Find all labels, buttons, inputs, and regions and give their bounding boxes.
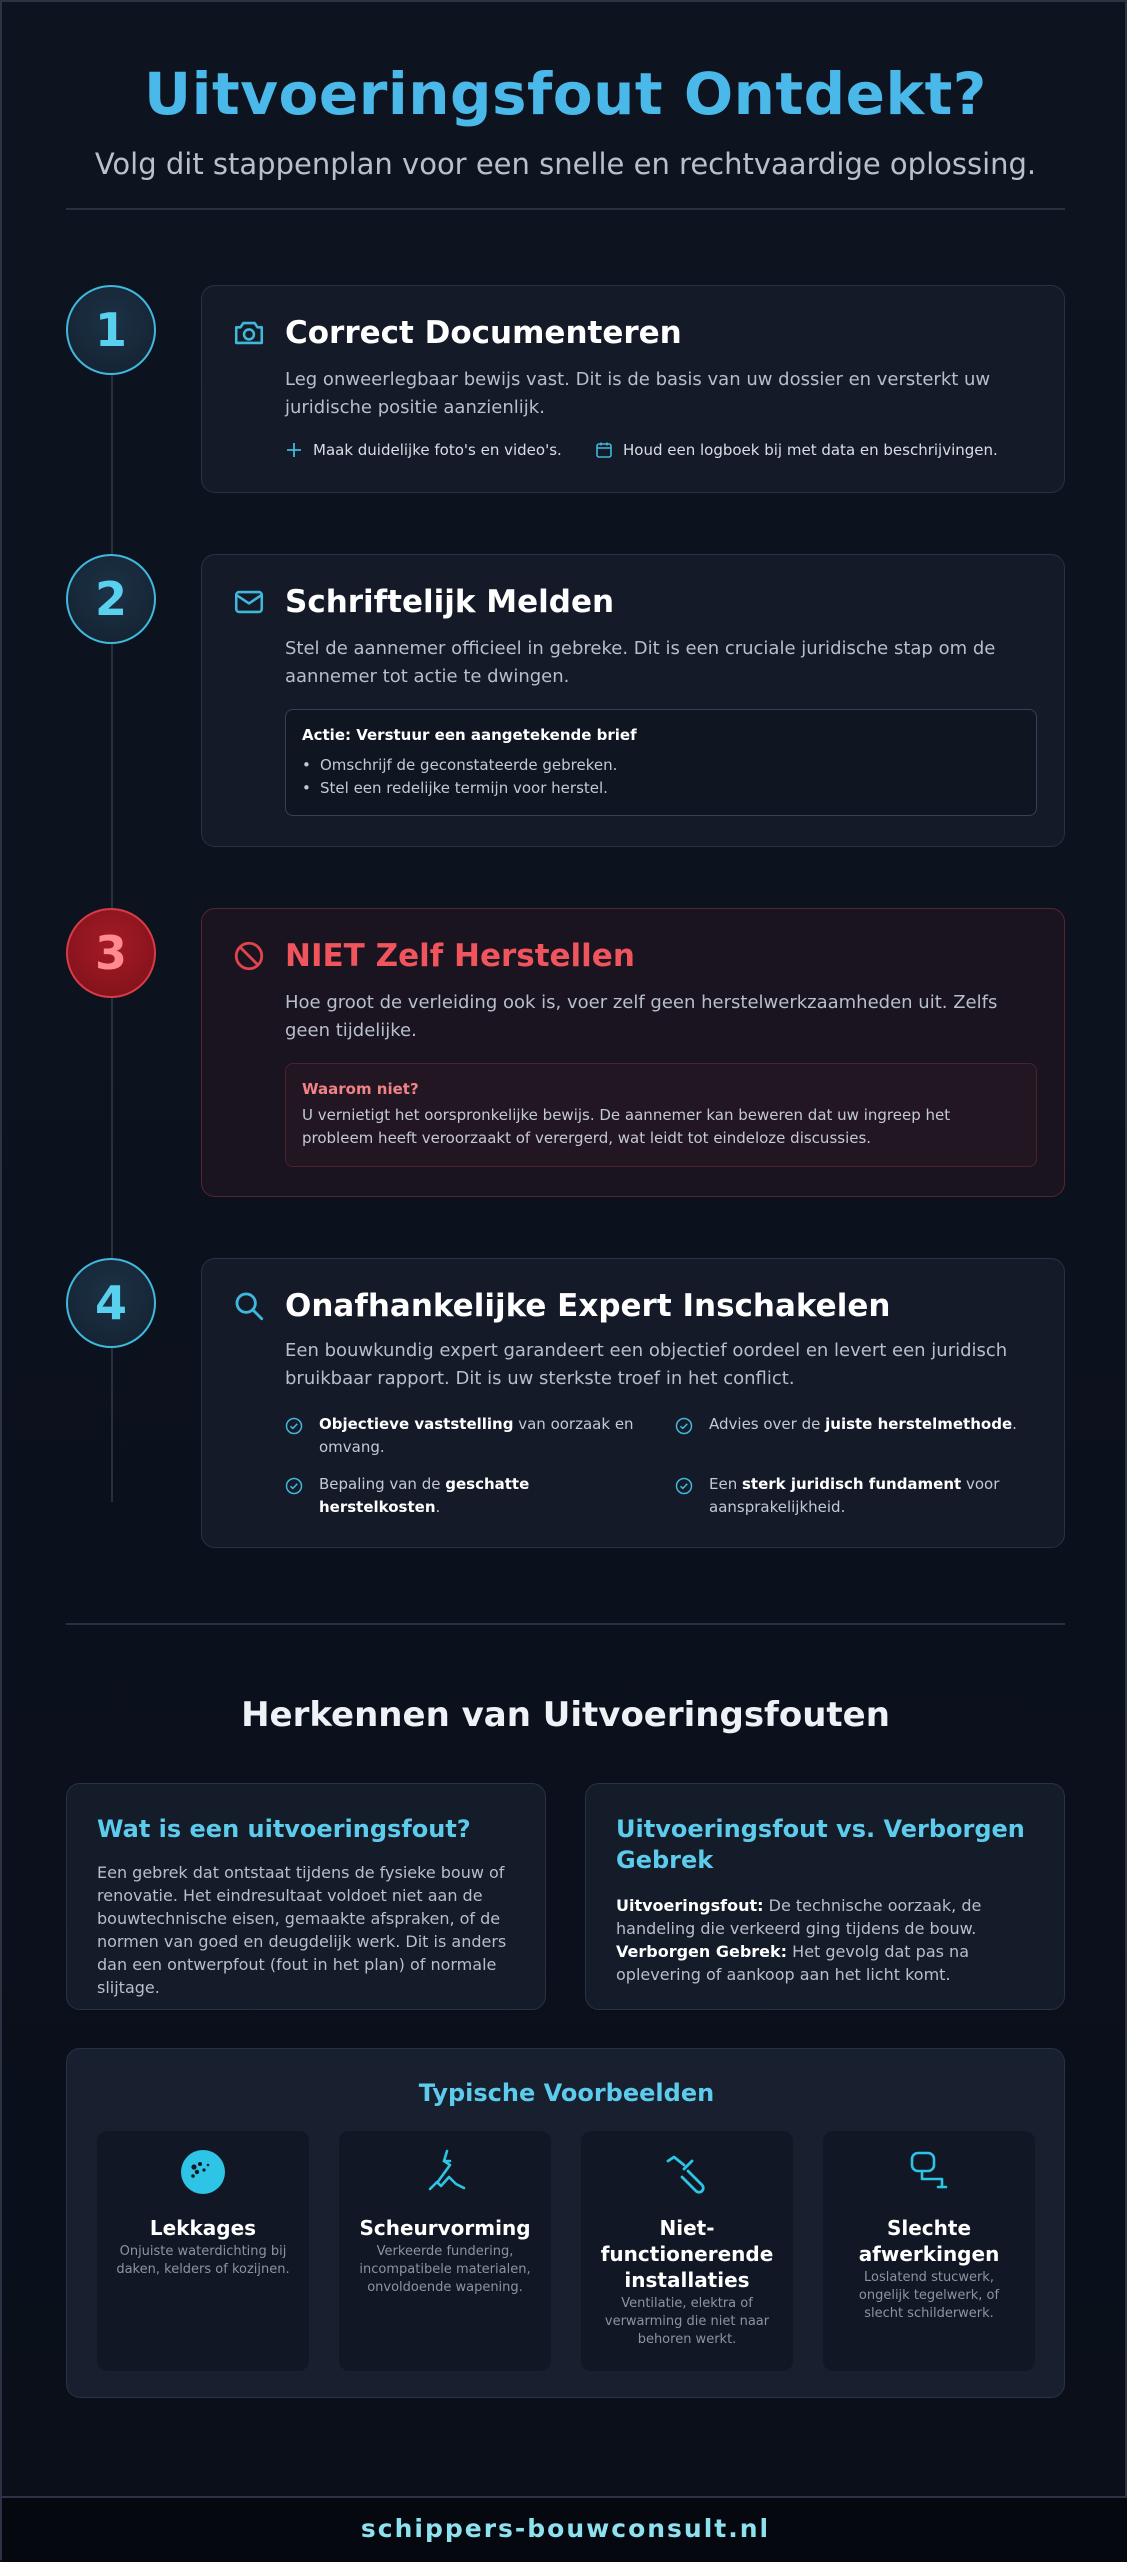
section-title: Herkennen van Uitvoeringsfouten xyxy=(241,1695,890,1735)
check-post: van oorzaak en omvang. xyxy=(319,1415,634,1456)
example-name: Niet-functionerende installaties xyxy=(600,2216,774,2292)
check-post: voor aansprakelijkheid. xyxy=(709,1475,1000,1516)
comparison-text-2: Het gevolg dat pas na oplevering of aankoop aan het licht komt. xyxy=(616,1942,969,1984)
step-title-2: Schriftelijk Melden xyxy=(285,584,615,620)
check-bold: geschatte herstelkosten xyxy=(319,1475,530,1516)
comparison-line-1 xyxy=(616,1894,1034,1940)
action-item: • Stel een redelijke termijn voor herstel. xyxy=(302,777,1020,800)
comparison-text-1: De technische oorzaak, de handeling die verkeerd ging tijdens de bouw. xyxy=(616,1896,982,1938)
example-name: Lekkages xyxy=(149,2216,257,2240)
check-circle-icon xyxy=(285,1417,303,1435)
step-title-1: Correct Documenteren xyxy=(285,315,682,351)
warning-title: Waarom niet? xyxy=(302,1080,419,1098)
info-definition-title: Wat is een uitvoeringsfout? xyxy=(97,1815,471,1843)
plus-icon xyxy=(285,441,303,459)
water-drop-icon xyxy=(178,2147,228,2197)
example-name: Slechte afwerkingen xyxy=(858,2216,1000,2266)
footer-website-link[interactable]: schippers-bouwconsult.nl xyxy=(2,2496,1127,2562)
examples-title: Typische Voorbeelden xyxy=(418,2079,715,2107)
warning-box xyxy=(285,1063,1037,1167)
camera-icon xyxy=(232,316,266,350)
page-title: Uitvoeringsfout Ontdekt? xyxy=(144,60,987,128)
action-title: Actie: Verstuur een aangetekende brief xyxy=(302,726,637,744)
check-circle-icon xyxy=(285,1477,303,1495)
example-name: Scheurvorming xyxy=(359,2216,531,2240)
check-circle-icon xyxy=(675,1477,693,1495)
example-card-leaks xyxy=(97,2131,309,2371)
mail-icon xyxy=(232,585,266,619)
step-number-1: 1 xyxy=(66,285,156,375)
example-card-finishing xyxy=(823,2131,1035,2371)
page-subtitle: Volg dit stappenplan voor een snelle en rechtvaardige oplossing. xyxy=(94,147,1037,181)
comparison-line-2 xyxy=(616,1940,1034,1986)
example-desc: Verkeerde fundering, incompatibele materialen, onvoldoende wapening. xyxy=(359,2244,531,2295)
note-photos xyxy=(285,441,562,459)
info-comparison-title: Uitvoeringsfout vs. Verborgen Gebrek xyxy=(616,1815,1025,1874)
action-item: • Omschrijf de geconstateerde gebreken. xyxy=(302,754,1020,777)
example-card-installations xyxy=(581,2131,793,2371)
step-number-4: 4 xyxy=(66,1258,156,1348)
check-bold: sterk juridisch fundament xyxy=(741,1475,962,1493)
calendar-icon xyxy=(595,441,613,459)
check-bold: juiste herstelmethode xyxy=(825,1415,1013,1433)
check-pre: Een xyxy=(709,1475,742,1493)
check-item-4 xyxy=(675,1473,1015,1519)
page-header xyxy=(2,60,1127,182)
example-card-cracks xyxy=(339,2131,551,2371)
info-card-comparison xyxy=(585,1783,1065,2010)
check-post: . xyxy=(435,1498,441,1516)
step-desc-3: Hoe groot de verleiding ook is, voer zelf geen herstelwerkzaamheden uit. Zelfs geen tijdelijke. xyxy=(285,992,998,1041)
warning-text: U vernietigt het oorspronkelijke bewijs. De aannemer kan beweren dat uw ingreep het probleem heeft veroorzaakt of verergerd, wat leidt tot eindeloze discussies. xyxy=(302,1106,951,1147)
step-desc-1: Leg onweerlegbaar bewijs vast. Dit is de basis van uw dossier en versterkt uw juridische positie aanzienlijk. xyxy=(285,369,991,418)
note-photos-text: Maak duidelijke foto's en video's. xyxy=(313,441,562,459)
prohibited-icon xyxy=(232,939,266,973)
comparison-label-2: Verborgen Gebrek: xyxy=(616,1942,788,1961)
step-desc-2: Stel de aannemer officieel in gebreke. Dit is een cruciale juridische stap om de aannemer tot actie te dwingen. xyxy=(285,638,996,687)
check-pre: Advies over de xyxy=(709,1415,826,1433)
comparison-label-1: Uitvoeringsfout: xyxy=(616,1896,764,1915)
wrench-icon xyxy=(662,2147,712,2197)
step-title-4: Onafhankelijke Expert Inschakelen xyxy=(285,1288,891,1324)
step-title-3: NIET Zelf Herstellen xyxy=(285,938,635,974)
info-card-definition xyxy=(66,1783,546,2010)
paint-roller-icon xyxy=(904,2147,954,2197)
check-bold: Objectieve vaststelling xyxy=(319,1415,514,1433)
check-pre: Bepaling van de xyxy=(319,1475,446,1493)
search-icon xyxy=(232,1289,266,1323)
action-box xyxy=(285,709,1037,816)
check-circle-icon xyxy=(675,1417,693,1435)
info-definition-text: Een gebrek dat ontstaat tijdens de fysieke bouw of renovatie. Het eindresultaat voldoet niet aan de bouwtechnische eisen, gemaakte afspraken, of de normen van goed en deugdelijk werk. Dit is anders dan een ontwerpfout (fout in het plan) of normale slijtage. xyxy=(97,1863,507,1997)
step-card-2 xyxy=(201,554,1065,847)
step-number-3: 3 xyxy=(66,908,156,998)
check-item-1 xyxy=(285,1413,645,1459)
step-desc-4: Een bouwkundig expert garandeert een objectief oordeel en levert een juridisch bruikbaar rapport. Dit is uw sterkste troef in het conflict. xyxy=(285,1340,1008,1389)
example-desc: Ventilatie, elektra of verwarming die niet naar behoren werkt. xyxy=(604,2296,770,2347)
action-list xyxy=(302,754,1020,800)
step-card-3 xyxy=(201,908,1065,1197)
step-card-1 xyxy=(201,285,1065,493)
check-item-3 xyxy=(285,1473,645,1519)
info-comparison-text xyxy=(616,1894,1034,1986)
check-post: . xyxy=(1012,1415,1017,1433)
divider-top xyxy=(66,208,1065,210)
example-desc: Loslatend stucwerk, ongelijk tegelwerk, of slecht schilderwerk. xyxy=(858,2270,1000,2321)
note-logbook xyxy=(595,441,998,459)
examples-panel xyxy=(66,2048,1065,2398)
step-card-4 xyxy=(201,1258,1065,1548)
divider-middle xyxy=(66,1623,1065,1625)
step-number-2: 2 xyxy=(66,554,156,644)
check-item-2 xyxy=(675,1413,1045,1436)
example-desc: Onjuiste waterdichting bij daken, kelders of kozijnen. xyxy=(116,2244,290,2277)
note-logbook-text: Houd een logboek bij met data en beschrijvingen. xyxy=(623,441,998,459)
crack-icon xyxy=(420,2147,470,2197)
